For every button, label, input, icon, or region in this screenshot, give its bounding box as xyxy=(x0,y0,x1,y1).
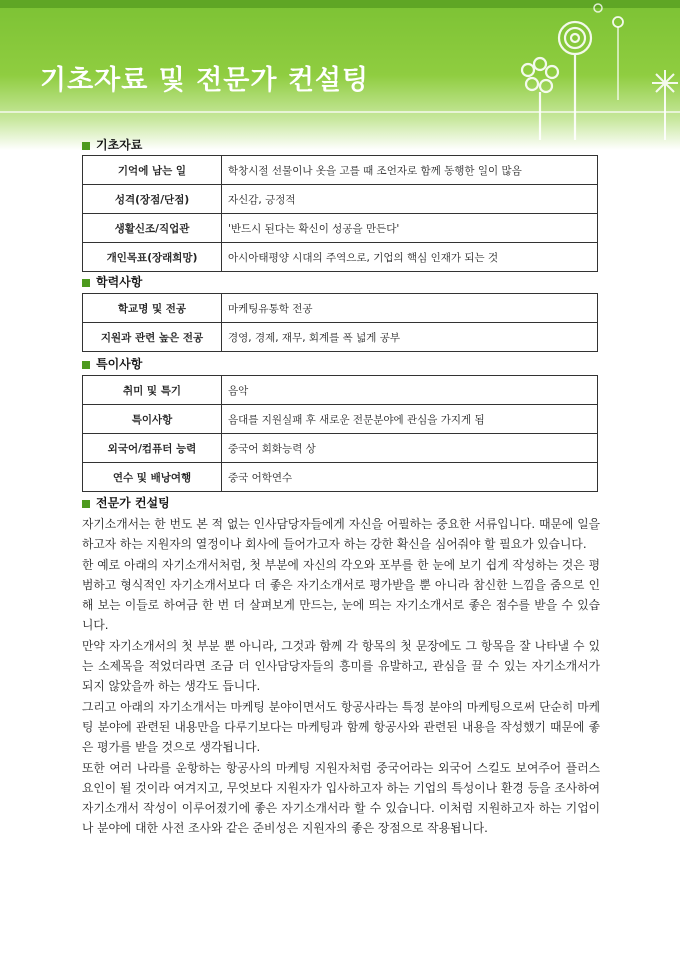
row-label: 성격(장점/단점) xyxy=(83,185,222,214)
row-value: 음대를 지원실패 후 새로운 전문분야에 관심을 가지게 됨 xyxy=(222,405,598,434)
basic-info-table xyxy=(82,155,598,272)
section-heading-education xyxy=(82,273,142,290)
header-band xyxy=(0,0,680,150)
table-row xyxy=(83,185,598,214)
education-table xyxy=(82,293,598,352)
row-value: 마케팅유통학 전공 xyxy=(222,294,598,323)
row-value: 중국어 회화능력 상 xyxy=(222,434,598,463)
row-label: 지원과 관련 높은 전공 xyxy=(83,323,222,352)
square-bullet-icon xyxy=(82,500,90,508)
row-value: 중국 어학연수 xyxy=(222,463,598,492)
square-bullet-icon xyxy=(82,361,90,369)
page-title: 기초자료 및 전문가 컨설팅 xyxy=(40,65,370,96)
square-bullet-icon xyxy=(82,142,90,150)
section-heading-label: 전문가 컨설팅 xyxy=(96,496,170,510)
consulting-paragraph: 그리고 아래의 자기소개서는 마케팅 분야이면서도 항공사라는 특정 분야의 마케팅으로써 단순히 마케팅 분야에 관련된 내용만을 다루기보다는 마케팅과 함께 항공사와 관련된 내용을 작성했기 때문에 좋은 평가를 받을 것으로 생각됩니다. xyxy=(82,699,600,755)
row-label: 학교명 및 전공 xyxy=(83,294,222,323)
row-value: '반드시 된다는 확신이 성공을 만든다' xyxy=(222,214,598,243)
section-heading-label: 특이사항 xyxy=(96,357,143,371)
table-row xyxy=(83,434,598,463)
row-label: 생활신조/직업관 xyxy=(83,214,222,243)
table-row xyxy=(83,463,598,492)
row-label: 연수 및 배낭여행 xyxy=(83,463,222,492)
table-row xyxy=(83,323,598,352)
table-row xyxy=(83,405,598,434)
row-label: 외국어/컴퓨터 능력 xyxy=(83,434,222,463)
special-table xyxy=(82,375,598,492)
section-heading-special xyxy=(82,355,142,372)
section-heading-label: 학력사항 xyxy=(96,275,143,289)
row-value: 음악 xyxy=(222,376,598,405)
row-value: 학창시절 선물이나 옷을 고를 때 조언자로 함께 동행한 일이 많음 xyxy=(222,156,598,185)
consulting-paragraph: 만약 자기소개서의 첫 부분 뿐 아니라, 그것과 함께 각 항목의 첫 문장에도 그 항목을 잘 나타낼 수 있는 소제목을 적었더라면 조금 더 인사담당자들의 흥미를 유발하고, 관심을 끌 수 있는 자기소개서가 되지 않았을까 하는 생각도 듭니다. xyxy=(82,638,600,694)
section-heading-basic xyxy=(82,136,142,153)
section-heading-consulting xyxy=(82,494,170,511)
section-heading-label: 기초자료 xyxy=(96,138,143,152)
sunburst-icon xyxy=(652,70,678,140)
table-row xyxy=(83,243,598,272)
flower-icon xyxy=(522,58,558,140)
consulting-paragraph: 자기소개서는 한 번도 본 적 없는 인사담당자들에게 자신을 어필하는 중요한 서류입니다. 때문에 일을 하고자 하는 지원자의 열정이나 회사에 들어가고자 하는 강한 확신을 심어줘야 할 필요가 있습니다. xyxy=(82,517,600,552)
concentric-circle-icon xyxy=(559,22,591,140)
row-value: 경영, 경제, 재무, 회계를 폭 넓게 공부 xyxy=(222,323,598,352)
table-row xyxy=(83,294,598,323)
square-bullet-icon xyxy=(82,279,90,287)
row-label: 특이사항 xyxy=(83,405,222,434)
consulting-body xyxy=(82,514,600,839)
row-value: 아시아태평양 시대의 주역으로, 기업의 핵심 인재가 되는 것 xyxy=(222,243,598,272)
table-row xyxy=(83,376,598,405)
consulting-paragraph: 한 예로 아래의 자기소개서처럼, 첫 부분에 자신의 각오와 포부를 한 눈에 보기 쉽게 작성하는 것은 평범하고 형식적인 자기소개서보다 더 좋은 자기소개서로 평가받을 뿐 아니라 참신한 느낌을 줌으로 인해 보는 이들로 하여금 한 번 더 살펴보게 만드는, 눈에 띄는 자기소개서로 좋은 점수를 받을 수 있습니다. xyxy=(82,557,600,633)
row-label: 기억에 남는 일 xyxy=(83,156,222,185)
consulting-paragraph: 또한 여러 나라를 운항하는 항공사의 마케팅 지원자처럼 중국어라는 외국어 스킬도 보여주어 플러스 요인이 될 것이라 여겨지고, 무엇보다 지원자가 입사하고자 하는 기업의 특성이나 환경 등을 조사하여 자기소개서 작성이 이루어졌기에 좋은 자기소개서라 할 수 있습니다. 이처럼 지원하고자 하는 기업이나 분야에 대한 사전 조사와 같은 준비성은 지원자의 좋은 장점으로 작용됩니다. xyxy=(82,760,600,836)
row-value: 자신감, 긍정적 xyxy=(222,185,598,214)
table-row xyxy=(83,156,598,185)
table-row xyxy=(83,214,598,243)
row-label: 취미 및 특기 xyxy=(83,376,222,405)
row-label: 개인목표(장래희망) xyxy=(83,243,222,272)
